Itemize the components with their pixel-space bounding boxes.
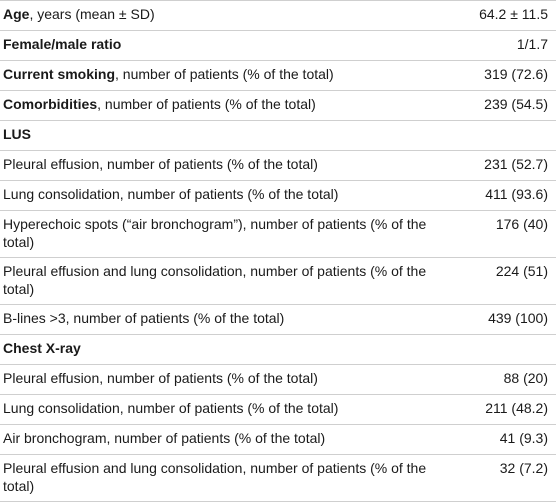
row-label-bold: Current smoking bbox=[3, 66, 116, 82]
table-row bbox=[0, 455, 556, 502]
table-row bbox=[0, 335, 556, 365]
table-row bbox=[0, 181, 556, 211]
row-label bbox=[0, 1, 435, 31]
row-label bbox=[0, 91, 435, 121]
row-value bbox=[435, 121, 556, 151]
table-row bbox=[0, 121, 556, 151]
row-label bbox=[0, 211, 435, 258]
row-label-text: , number of patients (% of the total) bbox=[115, 66, 334, 82]
table-row bbox=[0, 425, 556, 455]
row-label bbox=[0, 305, 435, 335]
row-label-bold: Chest X-ray bbox=[3, 340, 81, 356]
row-value: 239 (54.5) bbox=[435, 91, 556, 121]
table-row bbox=[0, 61, 556, 91]
table-row bbox=[0, 365, 556, 395]
row-label-bold: Female/male ratio bbox=[3, 36, 122, 52]
row-label-bold: LUS bbox=[3, 126, 31, 142]
table-row bbox=[0, 305, 556, 335]
row-label-text: B-lines >3, number of patients (% of the total) bbox=[3, 310, 285, 326]
row-value: 176 (40) bbox=[435, 211, 556, 258]
row-label bbox=[0, 258, 435, 305]
row-label bbox=[0, 335, 435, 365]
row-value: 319 (72.6) bbox=[435, 61, 556, 91]
row-label bbox=[0, 365, 435, 395]
row-label bbox=[0, 121, 435, 151]
row-label-text: Lung consolidation, number of patients (% of the total) bbox=[3, 186, 339, 202]
row-label-text: Hyperechoic spots (“air bronchogram”), number of patients (% of the total) bbox=[3, 216, 427, 250]
row-value: 411 (93.6) bbox=[435, 181, 556, 211]
row-label bbox=[0, 425, 435, 455]
table-row bbox=[0, 211, 556, 258]
row-value: 439 (100) bbox=[435, 305, 556, 335]
table-body bbox=[0, 1, 556, 502]
table-row bbox=[0, 151, 556, 181]
table-row bbox=[0, 1, 556, 31]
table-row bbox=[0, 258, 556, 305]
row-label-text: Pleural effusion, number of patients (% of the total) bbox=[3, 370, 318, 386]
table-row bbox=[0, 395, 556, 425]
row-value: 211 (48.2) bbox=[435, 395, 556, 425]
row-label-text: , number of patients (% of the total) bbox=[97, 96, 316, 112]
table-row bbox=[0, 91, 556, 121]
row-label-text: Pleural effusion and lung consolidation, number of patients (% of the total) bbox=[3, 263, 427, 297]
row-label bbox=[0, 181, 435, 211]
row-label-text: , years (mean ± SD) bbox=[29, 6, 155, 22]
row-label-text: Pleural effusion, number of patients (% of the total) bbox=[3, 156, 318, 172]
table-row bbox=[0, 31, 556, 61]
row-value bbox=[435, 335, 556, 365]
row-label-text: Air bronchogram, number of patients (% of the total) bbox=[3, 430, 326, 446]
row-label bbox=[0, 31, 435, 61]
row-value: 231 (52.7) bbox=[435, 151, 556, 181]
row-label bbox=[0, 455, 435, 502]
row-value: 64.2 ± 11.5 bbox=[435, 1, 556, 31]
row-value: 88 (20) bbox=[435, 365, 556, 395]
row-label-bold: Age bbox=[3, 6, 30, 22]
row-value: 1/1.7 bbox=[435, 31, 556, 61]
row-label bbox=[0, 151, 435, 181]
row-label bbox=[0, 61, 435, 91]
row-value: 32 (7.2) bbox=[435, 455, 556, 502]
row-label-text: Lung consolidation, number of patients (% of the total) bbox=[3, 400, 339, 416]
row-value: 41 (9.3) bbox=[435, 425, 556, 455]
row-label-text: Pleural effusion and lung consolidation, number of patients (% of the total) bbox=[3, 460, 427, 494]
row-label bbox=[0, 395, 435, 425]
row-value: 224 (51) bbox=[435, 258, 556, 305]
row-label-bold: Comorbidities bbox=[3, 96, 98, 112]
